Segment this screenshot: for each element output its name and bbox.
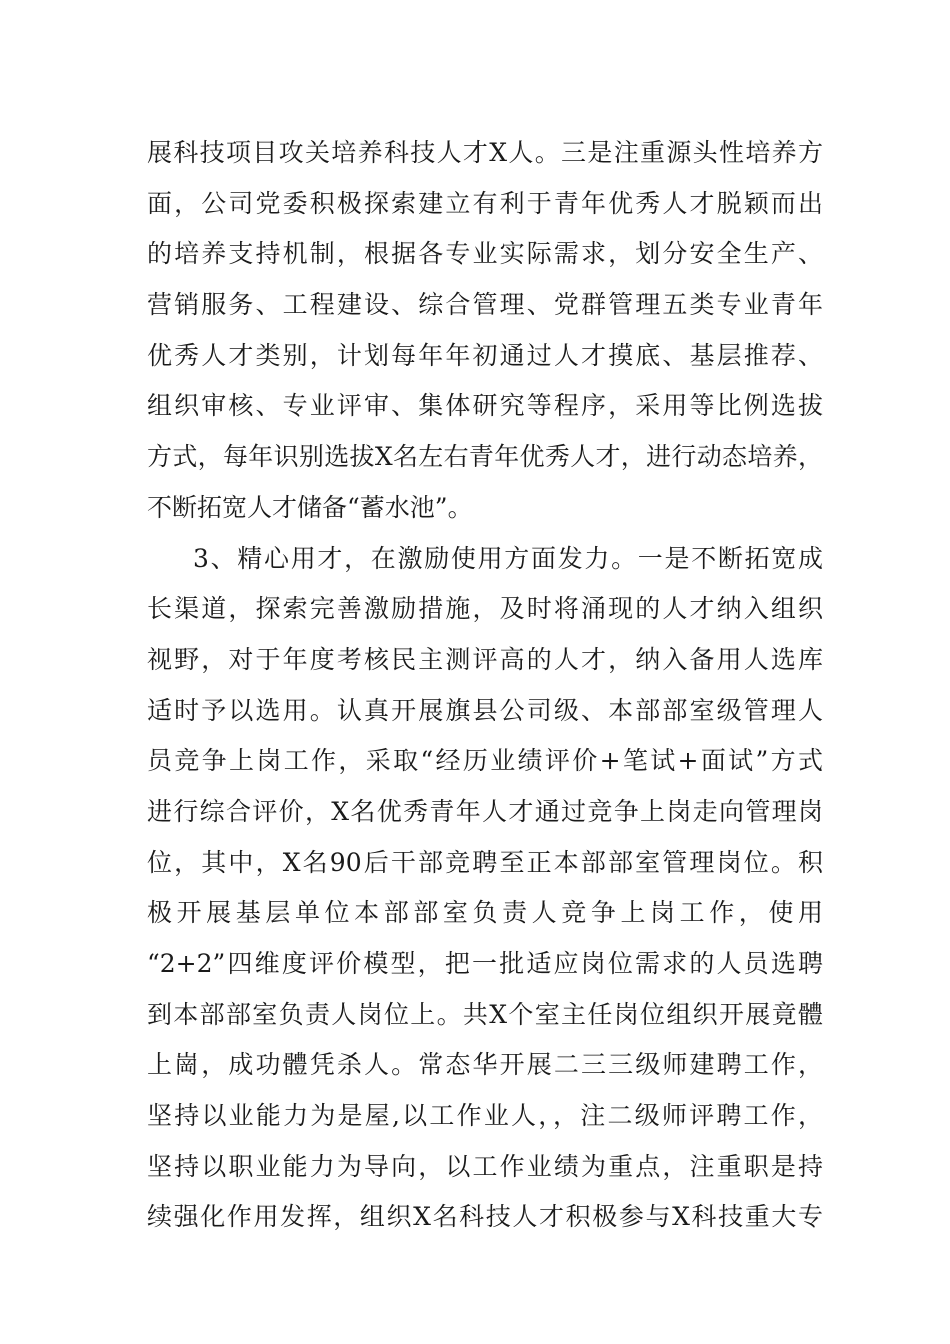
text-line: 进行综合评价，X名优秀青年人才通过竞争上岗走向管理岗 xyxy=(147,796,823,826)
text-line: 展科技项目攻关培养科技人才X人。三是注重源头性培养方 xyxy=(147,138,823,167)
section-heading-line: 3、精心用才，在激励使用方面发力。一是不断拓宽成 xyxy=(193,543,823,573)
text-line: 续强化作用发挥，组织X名科技人才积极参与X科技重大专 xyxy=(147,1202,823,1232)
text-line: 坚持以职业能力为导向，以工作业绩为重点，注重职是持 xyxy=(147,1151,823,1181)
text-line: 极开展基层单位本部部室负责人竞争上岗工作，使用 xyxy=(147,898,823,928)
text-line: 适时予以选用。认真开展旗县公司级、本部部室级管理人 xyxy=(147,695,823,725)
text-line: 的培养支持机制，根据各专业实际需求，划分安全生产、 xyxy=(147,239,823,269)
text-line: 坚持以业能力为是屋,以工作业人，，注二级师评聘工作， xyxy=(147,1101,823,1131)
text-line: 不断拓宽人才储备“蓄水池”。 xyxy=(147,492,473,522)
text-line: 面，公司党委积极探索建立有利于青年优秀人才脱颖而出 xyxy=(147,188,823,218)
text-line: 长渠道，探索完善激励措施，及时将涌现的人才纳入组织 xyxy=(147,594,823,624)
text-line: 视野，对于年度考核民主测评高的人才，纳入备用人选库 xyxy=(147,644,823,674)
text-line: 员竞争上岗工作，采取“经历业绩评价+笔试+面试”方式 xyxy=(147,746,823,776)
text-line: “2+2”四维度评价模型，把一批适应岗位需求的人员选聘 xyxy=(147,949,823,978)
text-line: 位，其中，X名90后干部竞聘至正本部部室管理岗位。积 xyxy=(147,847,823,877)
text-line: 到本部部室负责人岗位上。共X个室主任岗位组织开展竟體 xyxy=(147,999,823,1029)
text-line: 上崗，成功體凭杀人。常态华开展二三三级师建聘工作， xyxy=(147,1050,823,1080)
body-text xyxy=(147,128,823,1243)
text-line: 组织审核、专业评审、集体研究等程序，采用等比例选拔 xyxy=(147,391,823,421)
text-line: 方式，每年识别选拔X名左右青年优秀人才，进行动态培养， xyxy=(147,442,823,472)
text-line: 营销服务、工程建设、综合管理、党群管理五类专业青年 xyxy=(147,290,823,320)
text-line: 优秀人才类别，计划每年年初通过人才摸底、基层推荐、 xyxy=(147,340,823,370)
